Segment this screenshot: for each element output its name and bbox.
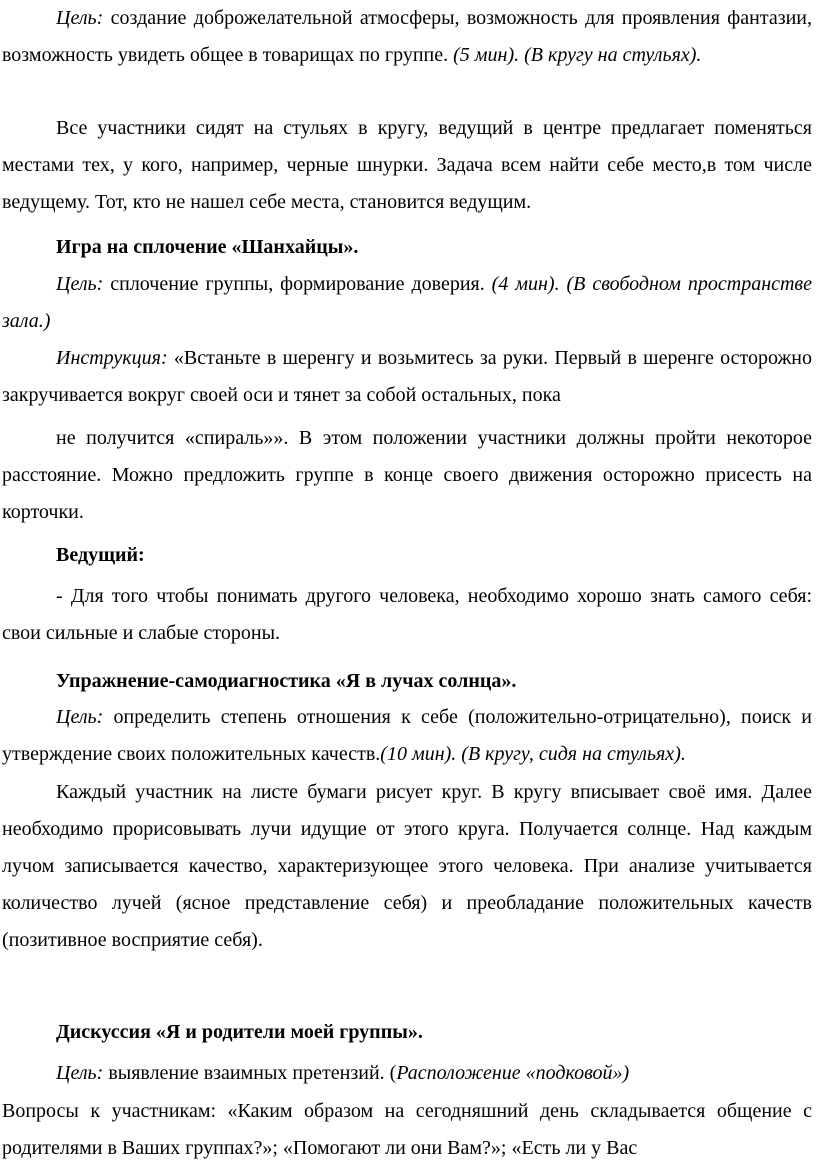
goal-note: Расположение «подковой»)	[396, 1062, 630, 1084]
goal-paragraph-3	[2, 699, 812, 773]
heading-shanghai-game: Игра на сплочение «Шанхайцы».	[56, 236, 359, 258]
goal-label: Цель:	[56, 7, 104, 29]
description-paragraph-2: Каждый участник на листе бумаги рисует круг. В кругу вписывает своё имя. Далее необходимо прорисовывать лучи идущие от этого круга. Получается солнце. Над каждым лучом записывается качество, характеризующее этого человека. При анализе учитывается количество лучей (ясное представление себя) и преобладание положительных качеств (позитивное восприятие себя).	[2, 781, 812, 951]
host-speech-paragraph: - Для того чтобы понимать другого человека, необходимо хорошо знать самого себя: свои сильные и слабые стороны.	[2, 585, 812, 644]
goal-text: сплочение группы, формирование доверия.	[103, 273, 492, 295]
goal-paragraph-4	[2, 1055, 812, 1092]
goal-text: определить степень отношения к себе (положительно-отрицательно), поиск и утверждение своих положительных качеств.	[2, 706, 812, 765]
questions-paragraph: Вопросы к участникам: «Каким образом на сегодняшний день складывается общение с родителями в Ваших группах?»; «Помогают ли они Вам?»; «Есть ли у Вас	[2, 1100, 812, 1159]
instruction-continuation: не получится «спираль»». В этом положении участники должны пройти некоторое расстояние. Можно предложить группе в конце своего движения осторожно присесть на корточки.	[2, 427, 812, 523]
goal-note: (5 мин). (В кругу на стульях).	[453, 44, 702, 66]
heading-discussion: Дискуссия «Я и родители моей группы».	[56, 1021, 423, 1043]
heading-host: Ведущий:	[56, 544, 145, 566]
instruction-label: Инструкция:	[56, 347, 168, 369]
goal-paragraph-2	[2, 266, 812, 340]
goal-label: Цель:	[56, 706, 104, 728]
description-paragraph-1: Все участники сидят на стульях в кругу, ведущий в центре предлагает поменяться местами тех, у кого, например, черные шнурки. Задача всем найти себе место,в том числе ведущему. Тот, кто не нашел себе места, становится ведущим.	[2, 117, 812, 213]
goal-note: (4 мин). (В свободном пространстве зала.)	[2, 273, 812, 332]
goal-paragraph-1	[2, 0, 812, 74]
goal-label: Цель:	[56, 1062, 104, 1084]
goal-label: Цель:	[56, 273, 104, 295]
instruction-text: «Встаньте в шеренгу и возьмитесь за руки. Первый в шеренге осторожно закручивается вокруг своей оси и тянет за собой остальных, пока	[2, 347, 812, 406]
goal-note: (10 мин). (В кругу, сидя на стульях).	[380, 743, 686, 765]
goal-text: выявление взаимных претензий. (	[103, 1062, 397, 1084]
heading-sun-rays-exercise: Упражнение-самодиагностика «Я в лучах солнца».	[56, 670, 517, 692]
goal-text: создание доброжелательной атмосферы, возможность для проявления фантазии, возможность увидеть общее в товарищах по группе.	[2, 7, 812, 66]
instruction-paragraph	[2, 340, 812, 414]
